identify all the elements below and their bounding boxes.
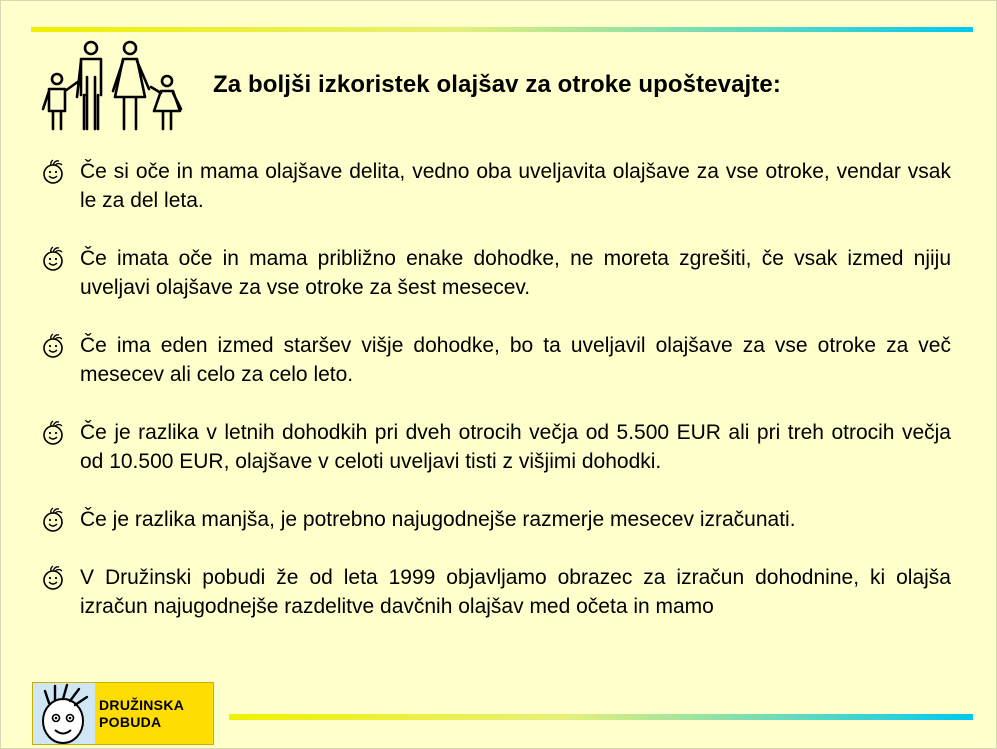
list-item	[41, 244, 951, 302]
list-item-text: Če je razlika v letnih dohodkih pri dveh otrocih večja od 5.500 EUR ali pri treh otrocih večja od 10.500 EUR, olajšave v celoti uveljavi tisti z višjimi dohodki.	[80, 421, 951, 473]
top-gradient-bar	[31, 27, 973, 32]
bullet-list	[41, 157, 951, 650]
smiley-face-icon	[41, 333, 67, 359]
list-item-text: Če ima eden izmed staršev višje dohodke, bo ta uveljavil olajšave za vse otroke za več mesecev ali celo za celo leto.	[80, 334, 951, 386]
smiley-face-icon	[41, 565, 67, 591]
smiley-face-icon	[41, 246, 67, 272]
logo-text	[99, 697, 184, 731]
family-icon	[37, 37, 189, 133]
list-item-text: V Družinski pobudi že od leta 1999 objavljamo obrazec za izračun dohodnine, ki olajša izračun najugodnejše razdelitve davčnih olajšav med očeta in mamo	[80, 566, 951, 618]
logo-line-1: DRUŽINSKA	[99, 697, 185, 713]
list-item	[41, 418, 951, 476]
bottom-gradient-bar	[229, 714, 973, 720]
list-item	[41, 505, 951, 534]
list-item	[41, 157, 951, 215]
logo-line-2: POBUDA	[99, 714, 162, 730]
druzinska-pobuda-logo	[32, 682, 214, 745]
child-face-icon	[33, 683, 95, 745]
smiley-face-icon	[41, 507, 67, 533]
slide-title: Za boljši izkoristek olajšav za otroke upoštevajte:	[213, 71, 781, 98]
smiley-face-icon	[41, 420, 67, 446]
list-item-text: Če imata oče in mama približno enake dohodke, ne moreta zgrešiti, če vsak izmed njiju uveljavi olajšave za vse otroke za šest mesecev.	[80, 247, 951, 299]
smiley-face-icon	[41, 159, 67, 185]
list-item	[41, 331, 951, 389]
list-item-text: Če je razlika manjša, je potrebno najugodnejše razmerje mesecev izračunati.	[80, 508, 796, 531]
list-item-text: Če si oče in mama olajšave delita, vedno oba uveljavita olajšave za vse otroke, vendar vsak le za del leta.	[80, 160, 951, 212]
list-item	[41, 563, 951, 621]
